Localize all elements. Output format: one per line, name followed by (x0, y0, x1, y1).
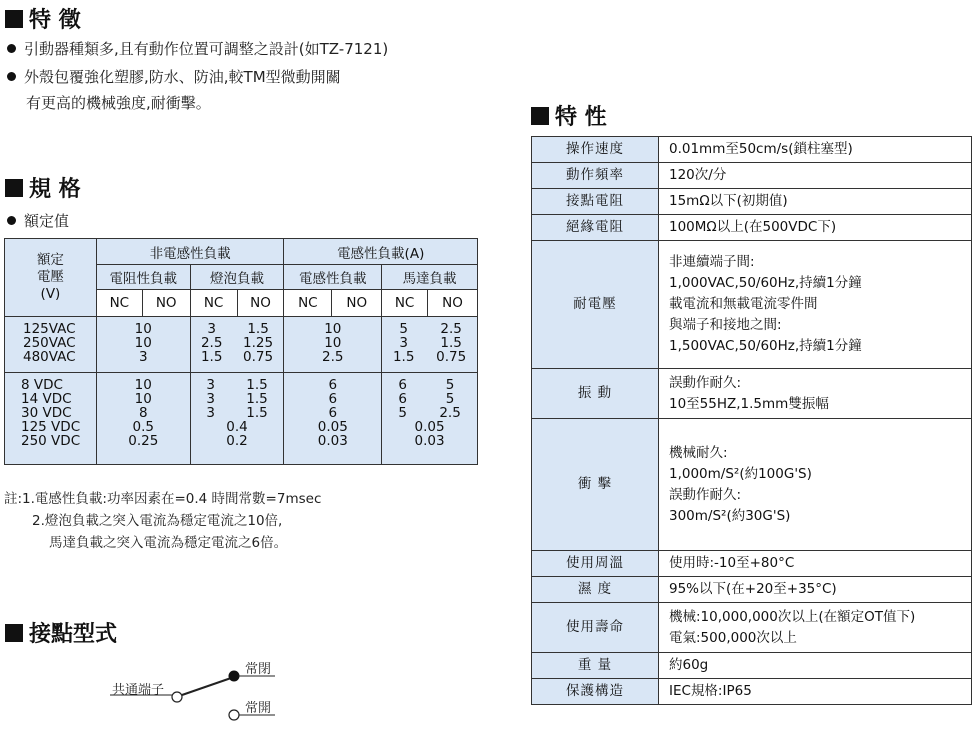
char-row (532, 603, 972, 653)
char-key: 濕 度 (532, 577, 659, 603)
characteristics-title: 特 性 (555, 105, 607, 130)
char-value: 15mΩ以下(初期值) (659, 189, 972, 215)
features-heading (5, 3, 81, 34)
characteristics-table (531, 136, 972, 705)
dc-motor-nc: 6 6 5 (398, 377, 407, 421)
heading-square-icon (5, 179, 23, 197)
header-res: 電阻性負載 (96, 265, 190, 290)
contact-heading (5, 617, 117, 648)
char-value: 0.01mm至50cm/s(鎖柱塞型) (659, 137, 972, 163)
char-value: 誤動作耐久: 10至55HZ,1.5mm雙振幅 (659, 369, 972, 419)
char-key: 重 量 (532, 653, 659, 679)
dc-motor-no: 5 5 2.5 (439, 377, 461, 421)
header-lamp: 燈泡負載 (190, 265, 284, 290)
nc-contact-icon (229, 671, 240, 682)
ac-lamp-no: 1.5 1.25 0.75 (243, 321, 274, 365)
dc-motor-both: 0.05 0.03 (414, 419, 445, 449)
dc-ind-cell: 6 6 6 0.05 0.03 (284, 373, 382, 465)
header-nonind: 非電感性負載 (96, 239, 284, 265)
header-voltage: 額定 電壓 (V) (5, 239, 97, 317)
char-value: 95%以下(在+20至+35°C) (659, 577, 972, 603)
char-key: 絕緣電阻 (532, 215, 659, 241)
specs-title: 規 格 (29, 177, 81, 202)
switch-blade (182, 677, 234, 695)
char-row (532, 189, 972, 215)
dc-motor-cell (382, 373, 478, 465)
char-row (532, 137, 972, 163)
header-nc: NC (382, 290, 428, 317)
char-value: 約60g (659, 653, 972, 679)
char-key: 接點電阻 (532, 189, 659, 215)
header-no: NO (332, 290, 382, 317)
header-motor: 馬達負載 (382, 265, 478, 290)
ac-res-cell: 10 10 3 (96, 317, 190, 373)
char-value: 機械耐久: 1,000m/S²(約100G'S) 誤動作耐久: 300m/S²(約30G'S) (659, 419, 972, 551)
ac-voltage-cell: 125VAC 250VAC 480VAC (5, 317, 97, 373)
heading-square-icon (531, 107, 549, 125)
contact-common-label: 共通端子 (112, 683, 165, 698)
feature-text-2: 外殼包覆強化塑膠,防水、防油,較TM型微動開關 (24, 68, 341, 86)
char-row (532, 551, 972, 577)
specs-heading (5, 172, 81, 203)
contact-nc-label: 常閉 (245, 662, 272, 677)
char-row (532, 577, 972, 603)
char-value: 120次/分 (659, 163, 972, 189)
char-key: 使用周溫 (532, 551, 659, 577)
dc-lamp-both: 0.4 0.2 (226, 419, 248, 449)
feature-text-1: 引動器種類多,且有動作位置可調整之設計(如TZ-7121) (24, 40, 389, 58)
char-key: 操作速度 (532, 137, 659, 163)
header-no: NO (237, 290, 284, 317)
bullet-icon (7, 72, 16, 81)
ac-lamp-cell (190, 317, 284, 373)
header-no: NO (142, 290, 190, 317)
characteristics-heading (531, 100, 607, 131)
char-row (532, 653, 972, 679)
feature-item-2 (7, 66, 341, 88)
char-row (532, 369, 972, 419)
char-value: 使用時:-10至+80°C (659, 551, 972, 577)
no-contact-icon (229, 710, 239, 720)
note-3: 馬達負載之突入電流為穩定電流之6倍。 (49, 535, 288, 551)
dc-lamp-nc: 3 3 3 (206, 377, 215, 421)
dc-res-cell: 10 10 8 0.5 0.25 (96, 373, 190, 465)
rated-label-text: 額定值 (24, 212, 70, 230)
note-1: 註:1.電感性負載:功率因素在=0.4 時間常數=7msec (4, 491, 322, 507)
note-2: 2.燈泡負載之突入電流為穩定電流之10倍, (32, 513, 283, 529)
char-key: 動作頻率 (532, 163, 659, 189)
char-value: 非連續端子間: 1,000VAC,50/60Hz,持續1分鐘 載電流和無載電流零件間 與端子和接地之間: 1,500VAC,50/60Hz,持續1分鐘 (659, 241, 972, 369)
contact-diagram (110, 660, 300, 730)
feature-item-1 (7, 38, 388, 60)
char-row (532, 419, 972, 551)
ac-motor-cell (382, 317, 478, 373)
char-key: 衝 擊 (532, 419, 659, 551)
header-nc: NC (190, 290, 237, 317)
contact-title: 接點型式 (29, 622, 118, 647)
ac-motor-no: 2.5 1.5 0.75 (436, 321, 467, 365)
char-key: 保護構造 (532, 679, 659, 705)
bullet-icon (7, 44, 16, 53)
heading-square-icon (5, 10, 23, 28)
features-title: 特 徵 (29, 8, 81, 33)
ac-motor-nc: 5 3 1.5 (392, 321, 415, 365)
dc-lamp-no: 1.5 1.5 1.5 (246, 377, 268, 421)
char-key: 使用壽命 (532, 603, 659, 653)
char-value: 100MΩ以上(在500VDC下) (659, 215, 972, 241)
char-row (532, 241, 972, 369)
header-indload: 電感性負載 (284, 265, 382, 290)
header-nc: NC (96, 290, 142, 317)
feature-item-2-cont: 有更高的機械強度,耐衝擊。 (26, 94, 211, 112)
bullet-icon (7, 216, 16, 225)
char-row (532, 679, 972, 705)
contact-no-label: 常開 (245, 701, 272, 716)
char-value: 機械:10,000,000次以上(在額定OT值下) 電氣:500,000次以上 (659, 603, 972, 653)
header-ind: 電感性負載(A) (284, 239, 478, 265)
heading-square-icon (5, 624, 23, 642)
char-key: 振 動 (532, 369, 659, 419)
char-row (532, 215, 972, 241)
char-row (532, 163, 972, 189)
header-nc: NC (284, 290, 332, 317)
header-no: NO (428, 290, 478, 317)
common-terminal-icon (172, 692, 182, 702)
char-key: 耐電壓 (532, 241, 659, 369)
dc-lamp-cell (190, 373, 284, 465)
ratings-table (4, 238, 478, 465)
dc-voltage-cell: 8 VDC 14 VDC 30 VDC 125 VDC 250 VDC (5, 373, 97, 465)
ac-ind-cell: 10 10 2.5 (284, 317, 382, 373)
rated-label (7, 210, 69, 232)
char-value: IEC規格:IP65 (659, 679, 972, 705)
ac-lamp-nc: 3 2.5 1.5 (200, 321, 223, 365)
